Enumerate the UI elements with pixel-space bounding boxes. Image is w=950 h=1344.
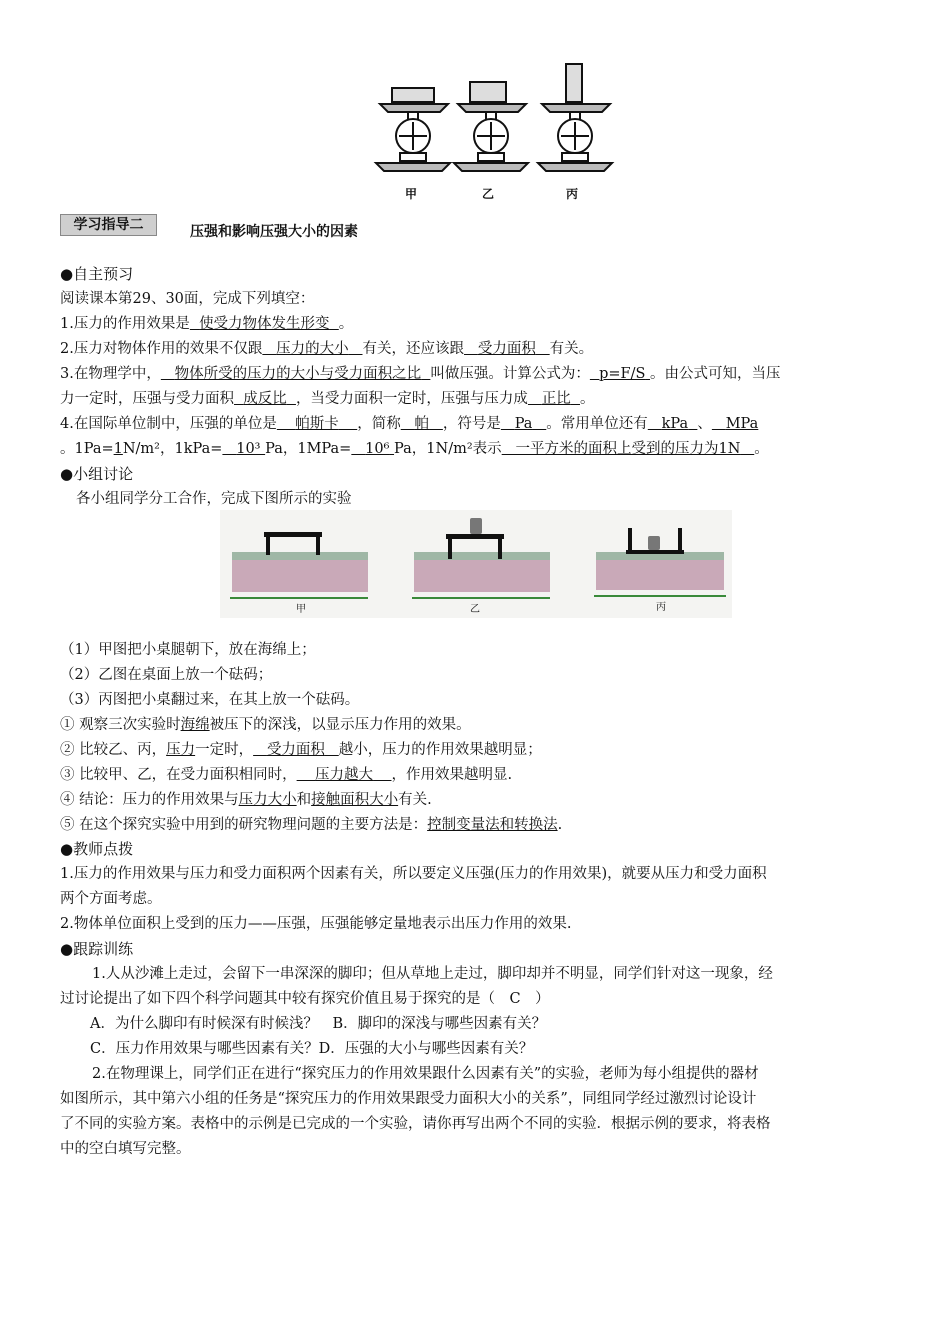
conclusion-3: ③ 比较甲、乙，在受力面积相同时， 压力越大 ，作用效果越明显. xyxy=(60,767,513,783)
step-3: （3）丙图把小桌翻过来，在其上放一个砝码。 xyxy=(60,692,360,708)
training-1-line1: 1.人从沙滩上走过，会留下一串深深的脚印；但从草地上走过，脚印却并不明显，同学们针对这一现象，经 xyxy=(92,966,773,982)
heading-teacher: ●教师点拨 xyxy=(60,840,134,858)
question-1: 1.压力的作用效果是 使受力物体发生形变 。 xyxy=(60,316,354,332)
training-2-line1: 2.在物理课上，同学们正在进行“探究压力的作用效果跟什么因素有关”的实验，老师为每小组提供的器材 xyxy=(92,1066,759,1082)
question-2: 2.压力对物体作用的效果不仅跟 压力的大小 有关，还应该跟 受力面积 有关。 xyxy=(60,341,594,357)
preview-intro: 阅读课本第29、30面，完成下列填空： xyxy=(60,291,315,307)
heading-discussion: ●小组讨论 xyxy=(60,465,134,483)
fig2-label-bing: 丙 xyxy=(656,602,666,613)
scale-yi xyxy=(454,82,528,171)
fig2-label-jia: 甲 xyxy=(296,604,306,615)
heading-training: ●跟踪训练 xyxy=(60,940,134,958)
fig1-label-bing: 丙 xyxy=(566,187,579,201)
question-3-line2: 力一定时，压强与受力面积 成反比 ，当受力面积一定时，压强与压力成 正比 。 xyxy=(60,391,595,407)
training-2-line2: 如图所示，其中第六小组的任务是“探究压力的作用效果跟受力面积大小的关系”，同组同学经过激烈讨论设计 xyxy=(60,1091,757,1107)
teacher-p1-line1: 1.压力的作用效果与压力和受力面积两个因素有关，所以要定义压强(压力的作用效果)，就要从压力和受力面积 xyxy=(60,866,767,882)
conclusion-5: ⑤ 在这个探究实验中用到的研究物理问题的主要方法是：控制变量法和转换法. xyxy=(60,817,563,833)
training-2-line3: 了不同的实验方案。表格中的示例是已完成的一个实验，请你再写出两个不同的实验．根据示例的要求，将表格 xyxy=(60,1116,771,1132)
step-1: （1）甲图把小桌腿朝下，放在海绵上； xyxy=(60,642,316,658)
teacher-p1-line2: 两个方面考虑。 xyxy=(60,891,162,907)
training-1-line2: 过讨论提出了如下四个科学问题其中较有探究价值且易于探究的是（ C ） xyxy=(60,991,550,1007)
conclusion-4: ④ 结论：压力的作用效果与压力大小和接触面积大小有关. xyxy=(60,792,432,808)
heading-preview: ●自主预习 xyxy=(60,265,134,283)
question-3-line1: 3.在物理学中， 物体所受的压力的大小与受力面积之比 叫做压强。计算公式为： p=F/S 。由公式可知，当压 xyxy=(60,366,781,382)
fig1-label-yi: 乙 xyxy=(482,187,495,201)
conclusion-1: ① 观察三次实验时海绵被压下的深浅，以显示压力作用的效果。 xyxy=(60,717,471,733)
step-2: （2）乙图在桌面上放一个砝码； xyxy=(60,667,273,683)
section-title: 压强和影响压强大小的因素 xyxy=(190,224,358,240)
teacher-p2: 2.物体单位面积上受到的压力——压强，压强能够定量地表示出压力作用的效果. xyxy=(60,916,572,932)
scale-jia xyxy=(376,88,450,171)
scales-figure xyxy=(370,60,620,205)
training-1-options-cd: C．压力作用效果与哪些因素有关？D．压强的大小与哪些因素有关？ xyxy=(90,1041,534,1057)
question-4-line1: 4.在国际单位制中，压强的单位是 帕斯卡 ，简称 帕 ，符号是 Pa 。常用单位还有 kPa 、 MPa xyxy=(60,416,759,432)
training-2-line4: 中的空白填写完整。 xyxy=(60,1141,191,1157)
conclusion-2: ② 比较乙、丙，压力一定时， 受力面积 越小，压力的作用效果越明显； xyxy=(60,742,542,758)
scale-bing xyxy=(538,64,612,171)
fig1-label-jia: 甲 xyxy=(405,187,418,201)
discussion-intro: 各小组同学分工合作，完成下图所示的实验 xyxy=(76,491,352,507)
question-4-line2: 。1Pa=1N/m²，1kPa= 10³ Pa，1MPa= 10⁶ Pa，1N/m²表示 一平方米的面积上受到的压力为1N 。 xyxy=(60,441,769,457)
fig2-label-yi: 乙 xyxy=(470,604,480,615)
section-tag: 学习指导二 xyxy=(60,214,157,236)
training-1-options-ab: A．为什么脚印有时候深有时候浅？ B．脚印的深浅与哪些因素有关？ xyxy=(90,1016,547,1032)
